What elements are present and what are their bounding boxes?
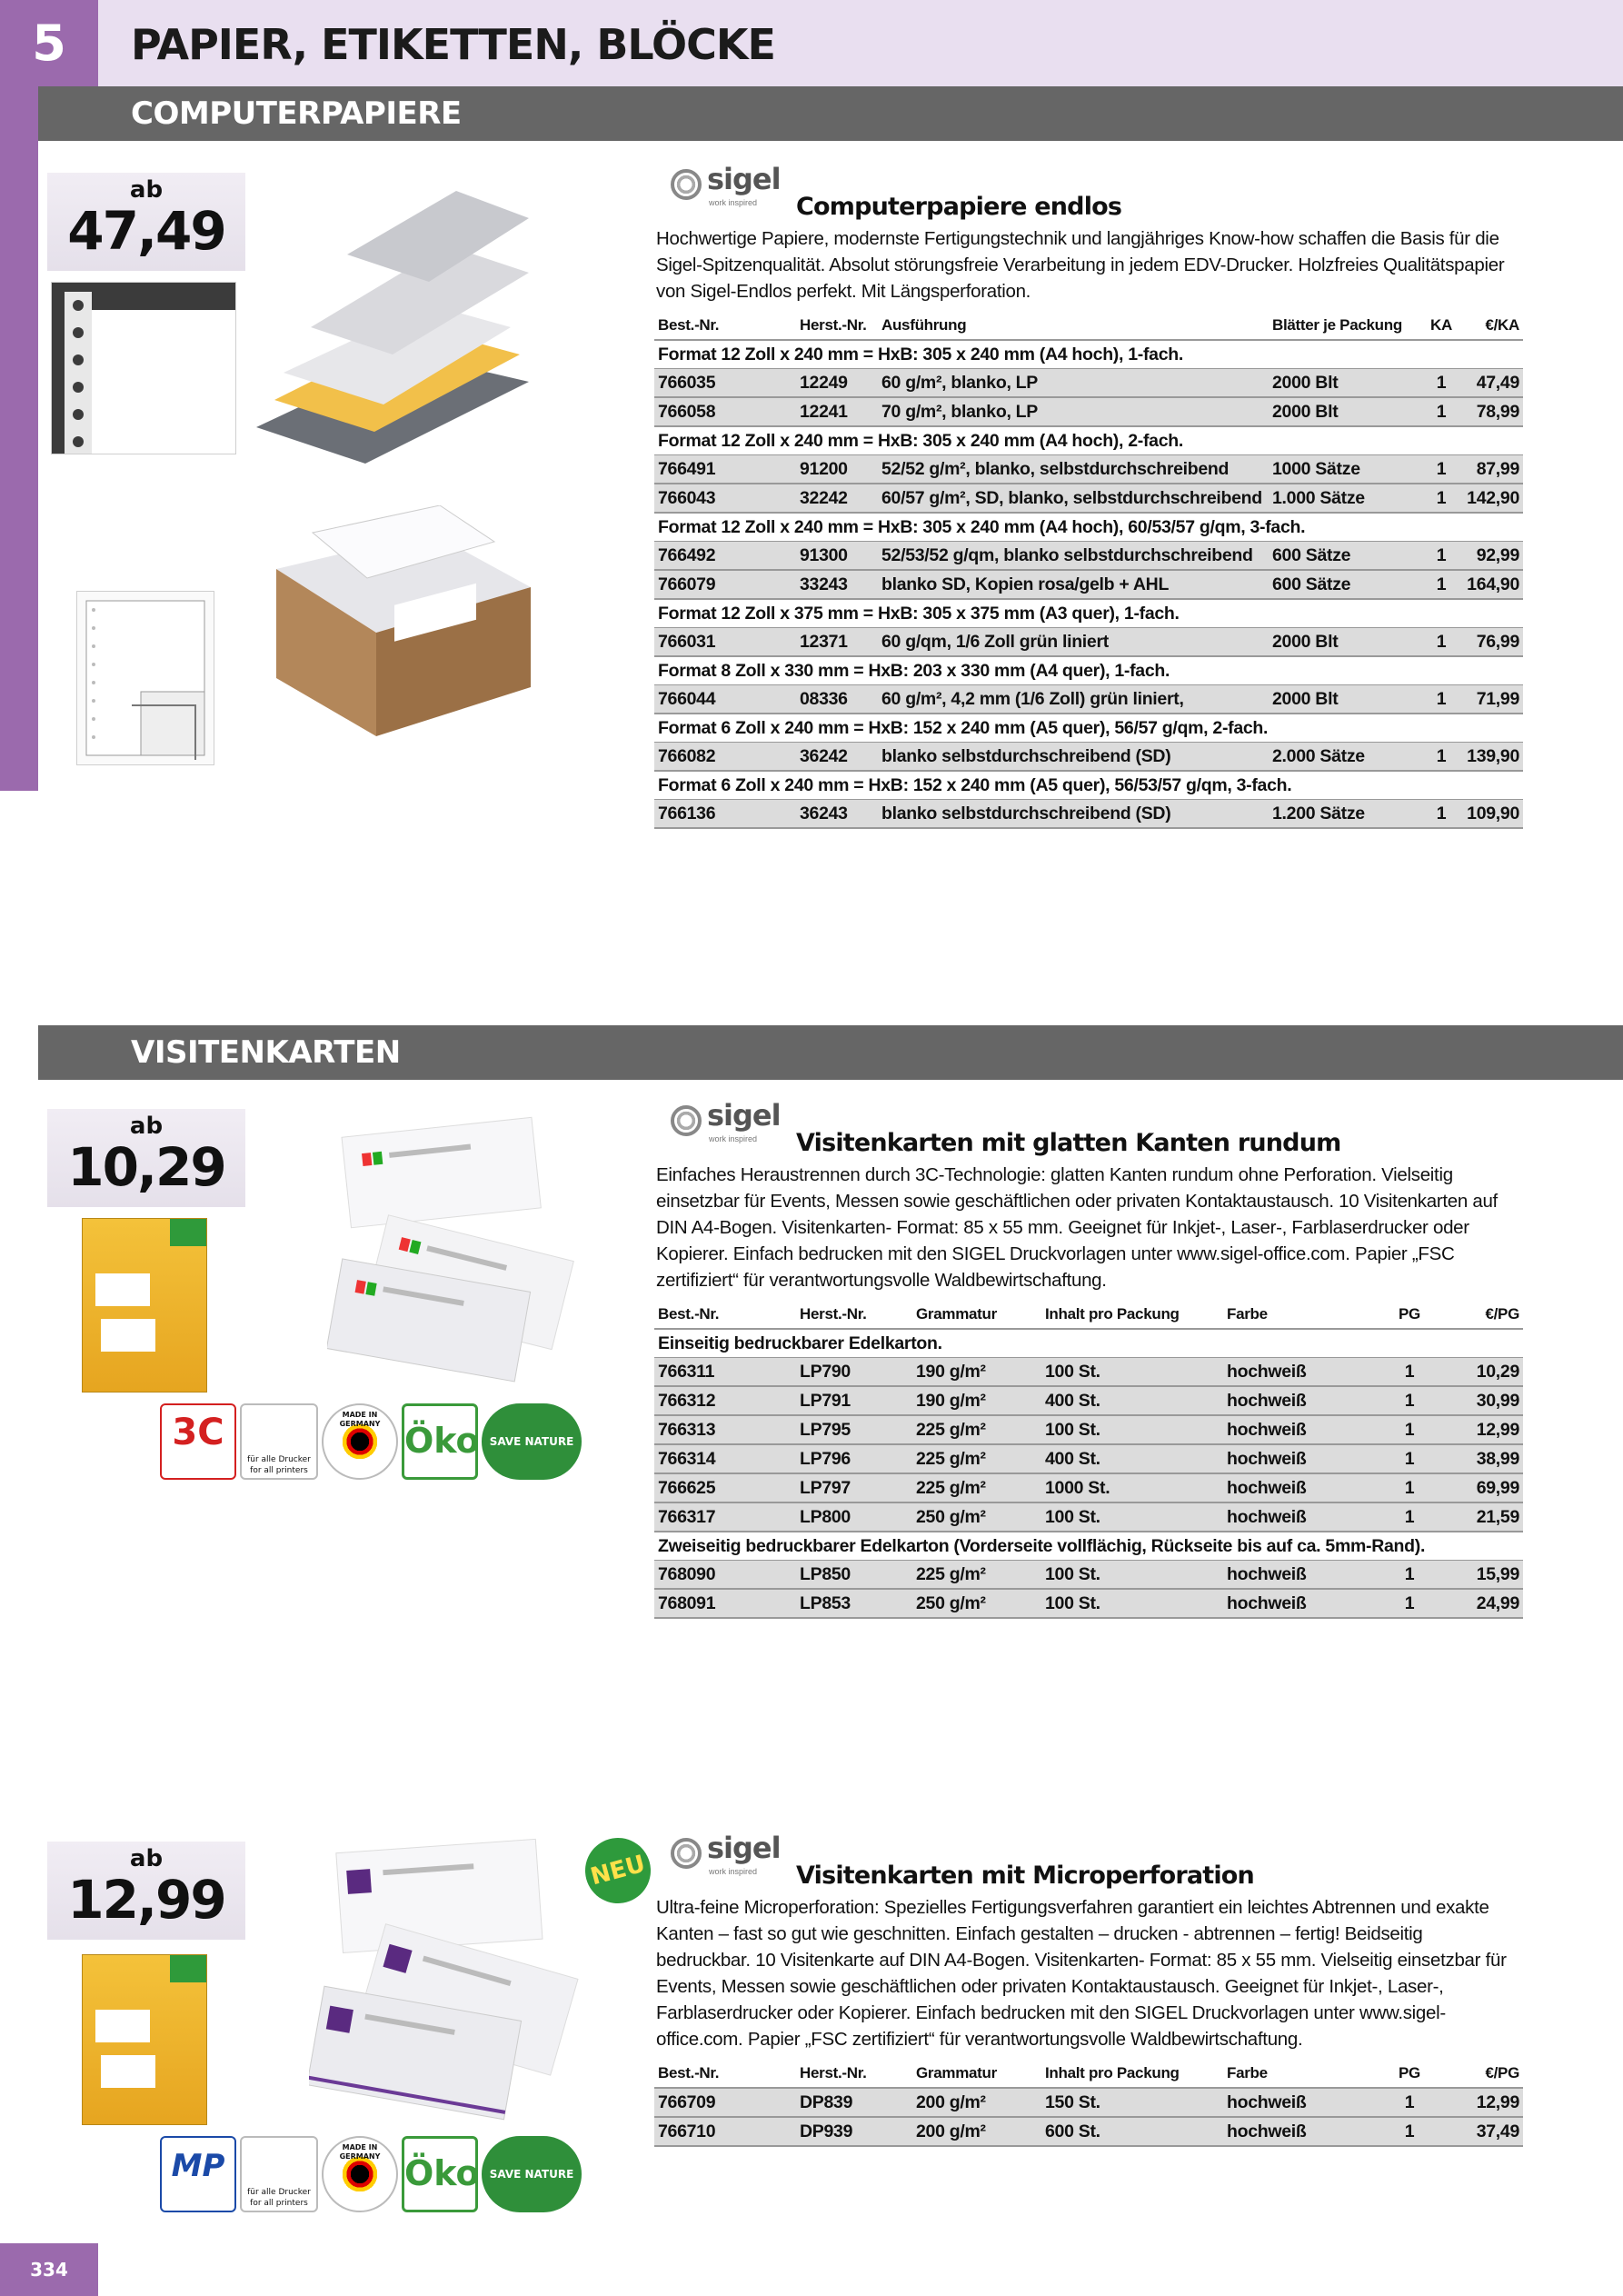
paper-stack-image: [256, 191, 529, 464]
table-row: [654, 685, 1523, 714]
table-cell: 1000 Sätze: [1269, 455, 1423, 484]
table-group-row: [654, 656, 1523, 685]
table-group-row: [654, 714, 1523, 743]
table-cell: LP850: [796, 1561, 912, 1590]
table-cell: 69,99: [1441, 1473, 1523, 1502]
column-header: Ausführung: [878, 312, 1269, 340]
table-cell: 100 St.: [1041, 1561, 1223, 1590]
table-cell: 2.000 Sätze: [1269, 743, 1423, 772]
table-row: [654, 800, 1523, 829]
badge-save-nature: SAVE NATURE: [482, 2136, 582, 2212]
table-cell: 139,90: [1459, 743, 1523, 772]
group-label: Zweiseitig bedruckbarer Edelkarton (Vorderseite vollflächig, Rückseite bis auf ca. 5mm-Rand).: [654, 1532, 1523, 1561]
table-cell: 1: [1378, 1386, 1441, 1415]
column-header: €/PG: [1441, 2060, 1523, 2088]
table-cell: 2000 Blt: [1269, 628, 1423, 657]
table-cell: 100 St.: [1041, 1415, 1223, 1444]
table-cell: 766082: [654, 743, 796, 772]
table-cell: 60 g/m², 4,2 mm (1/6 Zoll) grün liniert,: [878, 685, 1269, 714]
sigel-logo: [671, 1831, 787, 1878]
table-cell: 766625: [654, 1473, 796, 1502]
table-cell: LP796: [796, 1444, 912, 1473]
price-prefix: ab: [129, 176, 164, 204]
table-cell: 766035: [654, 369, 796, 398]
table-cell: 60 g/qm, 1/6 Zoll grün liniert: [878, 628, 1269, 657]
group-label: Format 12 Zoll x 240 mm = HxB: 305 x 240 mm (A4 hoch), 1-fach.: [654, 340, 1523, 369]
column-header: Best.-Nr.: [654, 2060, 796, 2088]
table-cell: 250 g/m²: [912, 1502, 1041, 1532]
badge-3c: 3C: [160, 1403, 236, 1480]
perforated-paper-illustration: [52, 283, 235, 454]
table-cell: hochweiß: [1223, 1561, 1378, 1590]
table-cell: 766136: [654, 800, 796, 829]
table-cell: hochweiß: [1223, 1444, 1378, 1473]
table-cell: 12,99: [1441, 1415, 1523, 1444]
table-cell: 2000 Blt: [1269, 397, 1423, 426]
table-cell: 33243: [796, 570, 878, 599]
table-header-row: [654, 2060, 1523, 2088]
chapter-number: 5: [0, 0, 98, 86]
section-bar-visitenkarten: VISITENKARTEN: [38, 1025, 1623, 1080]
table-cell: 600 Sätze: [1269, 542, 1423, 571]
badge-microperforation: MP: [160, 2136, 236, 2212]
product-description: Ultra-feine Microperforation: Spezielles Fertigungsverfahren garantiert ein leichtes Abtrennen und exakte Kanten – fast so gut wie geschnitten. Einfach gestalten – drucken - abtrennen – fertig! Beidseitig bedruckbar. 10 Visitenkarte auf DIN A4-Bogen. Visitenkarten- Format: 85 x 55 mm. Vielseitig einsetzbar für Events, Messen sowie geschäftlichen oder privaten Kontaktaustausch. Geeignet für Inkjet-, Laser-, Farblaserdrucker oder Kopierer. Einfach bedrucken mit den SIGEL Druckvorlagen unter www.sigel-office.com. Papier „FSC zertifiziert“ für verantwortungsvolle Waldbewirtschaftung.: [656, 1897, 1507, 2050]
table-row: [654, 1589, 1523, 1618]
table-cell: 1: [1423, 628, 1459, 657]
table-cell: LP797: [796, 1473, 912, 1502]
table-cell: hochweiß: [1223, 1473, 1378, 1502]
table-cell: 12,99: [1441, 2088, 1523, 2117]
table-cell: 1: [1378, 1358, 1441, 1387]
group-label: Format 12 Zoll x 240 mm = HxB: 305 x 240 mm (A4 hoch), 60/53/57 g/qm, 3-fach.: [654, 513, 1523, 542]
table-cell: 1: [1423, 570, 1459, 599]
table-cell: 1: [1378, 1473, 1441, 1502]
table-cell: 766709: [654, 2088, 796, 2117]
badge-made-in-germany: MADE IN GERMANY: [322, 1403, 398, 1480]
table-group-row: [654, 513, 1523, 542]
table-row: [654, 1473, 1523, 1502]
badge-made-in-germany: MADE IN GERMANY: [322, 2136, 398, 2212]
column-header: €/PG: [1441, 1301, 1523, 1329]
paper-box-illustration: [258, 505, 531, 736]
column-header: Grammatur: [912, 2060, 1041, 2088]
paper-box-image: [258, 505, 531, 736]
group-label: Format 8 Zoll x 330 mm = HxB: 203 x 330 mm (A4 quer), 1-fach.: [654, 656, 1523, 685]
column-header: Herst.-Nr.: [796, 1301, 912, 1329]
table-cell: hochweiß: [1223, 1415, 1378, 1444]
table-cell: 47,49: [1459, 369, 1523, 398]
table-cell: 1: [1378, 1415, 1441, 1444]
table-cell: 225 g/m²: [912, 1561, 1041, 1590]
price-prefix: ab: [129, 1113, 164, 1140]
badge-all-printers: für alle Drucker for all printers: [240, 1403, 318, 1480]
product-description: Einfaches Heraustrennen durch 3C-Technologie: glatten Kanten rundum ohne Perforation. Vielseitig einsetzbar für Events, Messen sowie geschäftlichen oder privaten Kontaktaustausch. 10 Visitenkarten auf DIN A4-Bogen. Visitenkarten- Format: 85 x 55 mm. Geeignet für Inkjet-, Laser-, Farblaserdrucker oder Kopierer. Einfach bedrucken mit den SIGEL Druckvorlagen unter www.sigel-office.com. Papier „FSC zertifiziert“ für verantwortungsvolle Waldbewirtschaftung.: [656, 1164, 1498, 1291]
table-cell: 100 St.: [1041, 1502, 1223, 1532]
table-cell: 32242: [796, 484, 878, 513]
table-cell: 52/52 g/m², blanko, selbstdurchschreibend: [878, 455, 1269, 484]
product-description: Hochwertige Papiere, modernste Fertigungstechnik und langjähriges Know-how schaffen die Basis für die Sigel-Spitzenqualität. Absolut störungsfreie Verarbeitung in jedem EDV-Drucker. Holzfreies Qualitätspapier von Sigel-Endlos perfekt. Mit Längsperforation.: [656, 228, 1505, 302]
table-row: [654, 484, 1523, 513]
table-cell: 91200: [796, 455, 878, 484]
column-header: Herst.-Nr.: [796, 2060, 912, 2088]
brand-name: sigel: [707, 1098, 781, 1133]
table-row: [654, 397, 1523, 426]
table-cell: 78,99: [1459, 397, 1523, 426]
perforated-paper-image: [51, 282, 236, 454]
table-cell: 400 St.: [1041, 1444, 1223, 1473]
brand-tagline: work inspired: [709, 198, 758, 207]
group-label: Format 12 Zoll x 240 mm = HxB: 305 x 240 mm (A4 hoch), 2-fach.: [654, 426, 1523, 455]
column-header: Farbe: [1223, 1301, 1378, 1329]
continuous-form-illustration: [77, 592, 214, 764]
price-value: 10,29: [67, 1136, 225, 1198]
table-cell: 87,99: [1459, 455, 1523, 484]
table-row: [654, 369, 1523, 398]
column-header: Inhalt pro Packung: [1041, 2060, 1223, 2088]
table-cell: LP791: [796, 1386, 912, 1415]
table-cell: 1: [1423, 397, 1459, 426]
price-value: 47,49: [67, 200, 225, 262]
group-label: Einseitig bedruckbarer Edelkarton.: [654, 1329, 1523, 1358]
table-row: [654, 628, 1523, 657]
table-cell: blanko SD, Kopien rosa/gelb + AHL: [878, 570, 1269, 599]
table-cell: 24,99: [1441, 1589, 1523, 1618]
table-cell: 200 g/m²: [912, 2088, 1041, 2117]
product-table: [654, 2060, 1523, 2147]
brand-tagline: work inspired: [709, 1867, 758, 1876]
product-table: [654, 1301, 1523, 1619]
table-group-row: [654, 1329, 1523, 1358]
table-cell: 766317: [654, 1502, 796, 1532]
table-cell: LP790: [796, 1358, 912, 1387]
group-label: Format 6 Zoll x 240 mm = HxB: 152 x 240 mm (A5 quer), 56/57 g/qm, 2-fach.: [654, 714, 1523, 743]
page-title: PAPIER, ETIKETTEN, BLÖCKE: [131, 20, 775, 69]
table-cell: 52/53/52 g/qm, blanko selbstdurchschreibend: [878, 542, 1269, 571]
table-cell: 21,59: [1441, 1502, 1523, 1532]
table-cell: 766031: [654, 628, 796, 657]
column-header: Blätter je Packung: [1269, 312, 1423, 340]
table-cell: 766311: [654, 1358, 796, 1387]
badge-oeko: Öko: [402, 1403, 478, 1480]
product-title: Visitenkarten mit glatten Kanten rundum: [796, 1129, 1341, 1157]
table-cell: 400 St.: [1041, 1386, 1223, 1415]
table-cell: 12241: [796, 397, 878, 426]
table-cell: 60 g/m², blanko, LP: [878, 369, 1269, 398]
table-row: [654, 455, 1523, 484]
table-cell: 92,99: [1459, 542, 1523, 571]
table-cell: 109,90: [1459, 800, 1523, 829]
table-cell: 08336: [796, 685, 878, 714]
table-cell: 766044: [654, 685, 796, 714]
table-cell: 766312: [654, 1386, 796, 1415]
table-row: [654, 1444, 1523, 1473]
badge-oeko: Öko: [402, 2136, 478, 2212]
table-cell: 766710: [654, 2117, 796, 2146]
table-cell: hochweiß: [1223, 1358, 1378, 1387]
price-badge: [47, 1109, 245, 1207]
table-cell: 142,90: [1459, 484, 1523, 513]
table-cell: blanko selbstdurchschreibend (SD): [878, 743, 1269, 772]
chapter-side-strip: [0, 86, 38, 791]
price-badge: [47, 1842, 245, 1940]
column-header: PG: [1378, 2060, 1441, 2088]
table-cell: 766079: [654, 570, 796, 599]
table-cell: 2000 Blt: [1269, 685, 1423, 714]
table-cell: 60/57 g/m², SD, blanko, selbstdurchschreibend: [878, 484, 1269, 513]
table-cell: 12249: [796, 369, 878, 398]
table-cell: 1.200 Sätze: [1269, 800, 1423, 829]
column-header: Grammatur: [912, 1301, 1041, 1329]
column-header: Farbe: [1223, 2060, 1378, 2088]
product-package-image: [82, 1218, 207, 1393]
table-cell: 12371: [796, 628, 878, 657]
table-cell: 1: [1378, 1561, 1441, 1590]
table-cell: 100 St.: [1041, 1589, 1223, 1618]
table-group-row: [654, 340, 1523, 369]
table-cell: 1: [1423, 685, 1459, 714]
table-cell: 225 g/m²: [912, 1444, 1041, 1473]
table-cell: DP839: [796, 2088, 912, 2117]
table-cell: 190 g/m²: [912, 1386, 1041, 1415]
table-cell: 2000 Blt: [1269, 369, 1423, 398]
table-cell: LP795: [796, 1415, 912, 1444]
table-group-row: [654, 1532, 1523, 1561]
table-cell: 100 St.: [1041, 1358, 1223, 1387]
table-cell: hochweiß: [1223, 2117, 1378, 2146]
table-group-row: [654, 599, 1523, 628]
table-cell: 766043: [654, 484, 796, 513]
table-row: [654, 743, 1523, 772]
table-cell: 36242: [796, 743, 878, 772]
table-group-row: [654, 426, 1523, 455]
badge-save-nature: SAVE NATURE: [482, 1403, 582, 1480]
paper-stack-illustration: [256, 191, 529, 464]
table-row: [654, 1386, 1523, 1415]
product-title: Visitenkarten mit Microperforation: [796, 1862, 1254, 1890]
table-cell: 150 St.: [1041, 2088, 1223, 2117]
table-row: [654, 1358, 1523, 1387]
table-cell: 1: [1423, 369, 1459, 398]
table-cell: 91300: [796, 542, 878, 571]
table-cell: 1: [1423, 542, 1459, 571]
price-badge: [47, 173, 245, 271]
table-row: [654, 1415, 1523, 1444]
table-cell: 1: [1423, 455, 1459, 484]
table-cell: 768090: [654, 1561, 796, 1590]
column-header: Herst.-Nr.: [796, 312, 878, 340]
table-row: [654, 2088, 1523, 2117]
table-row: [654, 542, 1523, 571]
column-header: €/KA: [1459, 312, 1523, 340]
table-cell: 200 g/m²: [912, 2117, 1041, 2146]
product-table: [654, 312, 1523, 829]
table-cell: hochweiß: [1223, 1386, 1378, 1415]
table-cell: 76,99: [1459, 628, 1523, 657]
table-cell: 225 g/m²: [912, 1415, 1041, 1444]
table-cell: 190 g/m²: [912, 1358, 1041, 1387]
product-title: Computerpapiere endlos: [796, 193, 1122, 221]
group-label: Format 12 Zoll x 375 mm = HxB: 305 x 375 mm (A3 quer), 1-fach.: [654, 599, 1523, 628]
table-cell: 250 g/m²: [912, 1589, 1041, 1618]
table-cell: 1: [1378, 2117, 1441, 2146]
table-cell: 30,99: [1441, 1386, 1523, 1415]
table-cell: 600 St.: [1041, 2117, 1223, 2146]
table-cell: 37,49: [1441, 2117, 1523, 2146]
table-header-row: [654, 312, 1523, 340]
price-prefix: ab: [129, 1845, 164, 1872]
section-bar-computerpapiere: COMPUTERPAPIERE: [38, 86, 1623, 141]
table-row: [654, 570, 1523, 599]
table-cell: LP800: [796, 1502, 912, 1532]
table-cell: 164,90: [1459, 570, 1523, 599]
column-header: Best.-Nr.: [654, 312, 796, 340]
brand-name: sigel: [707, 1831, 781, 1865]
table-cell: 766313: [654, 1415, 796, 1444]
column-header: Best.-Nr.: [654, 1301, 796, 1329]
table-cell: 1: [1378, 1589, 1441, 1618]
table-cell: 1: [1423, 800, 1459, 829]
sigel-logo: [671, 1098, 787, 1145]
table-cell: hochweiß: [1223, 1502, 1378, 1532]
table-header-row: [654, 1301, 1523, 1329]
column-header: PG: [1378, 1301, 1441, 1329]
table-cell: 38,99: [1441, 1444, 1523, 1473]
table-group-row: [654, 771, 1523, 800]
table-cell: DP939: [796, 2117, 912, 2146]
table-row: [654, 1502, 1523, 1532]
sigel-logo-icon: [671, 169, 702, 200]
table-cell: 1: [1378, 1444, 1441, 1473]
table-row: [654, 2117, 1523, 2146]
table-cell: 36243: [796, 800, 878, 829]
table-cell: 1: [1378, 1502, 1441, 1532]
product-package-image: [82, 1954, 207, 2125]
column-header: Inhalt pro Packung: [1041, 1301, 1223, 1329]
page-number: 334: [0, 2243, 98, 2296]
table-cell: 1: [1423, 743, 1459, 772]
table-cell: LP853: [796, 1589, 912, 1618]
table-cell: hochweiß: [1223, 1589, 1378, 1618]
table-cell: blanko selbstdurchschreibend (SD): [878, 800, 1269, 829]
table-cell: 766491: [654, 455, 796, 484]
table-cell: 600 Sätze: [1269, 570, 1423, 599]
microperforated-cards-image: [309, 1836, 600, 2127]
table-cell: 225 g/m²: [912, 1473, 1041, 1502]
table-cell: 1000 St.: [1041, 1473, 1223, 1502]
table-cell: 1: [1423, 484, 1459, 513]
table-cell: 766314: [654, 1444, 796, 1473]
continuous-form-image: [76, 591, 214, 765]
badge-all-printers: für alle Drucker for all printers: [240, 2136, 318, 2212]
microperforated-cards-illustration: [309, 1836, 600, 2127]
table-cell: 10,29: [1441, 1358, 1523, 1387]
brand-name: sigel: [707, 162, 781, 196]
business-cards-illustration: [327, 1116, 600, 1389]
table-cell: 1: [1378, 2088, 1441, 2117]
group-label: Format 6 Zoll x 240 mm = HxB: 152 x 240 mm (A5 quer), 56/53/57 g/qm, 3-fach.: [654, 771, 1523, 800]
price-value: 12,99: [67, 1869, 225, 1931]
brand-tagline: work inspired: [709, 1134, 758, 1143]
table-cell: 766492: [654, 542, 796, 571]
table-cell: 766058: [654, 397, 796, 426]
table-cell: hochweiß: [1223, 2088, 1378, 2117]
table-cell: 15,99: [1441, 1561, 1523, 1590]
table-cell: 71,99: [1459, 685, 1523, 714]
sigel-logo: [671, 162, 787, 209]
column-header: KA: [1423, 312, 1459, 340]
sigel-logo-icon: [671, 1105, 702, 1136]
table-row: [654, 1561, 1523, 1590]
table-cell: 768091: [654, 1589, 796, 1618]
table-cell: 1.000 Sätze: [1269, 484, 1423, 513]
business-cards-image: [327, 1116, 600, 1389]
sigel-logo-icon: [671, 1838, 702, 1869]
new-badge: NEU: [578, 1831, 658, 1911]
table-cell: 70 g/m², blanko, LP: [878, 397, 1269, 426]
